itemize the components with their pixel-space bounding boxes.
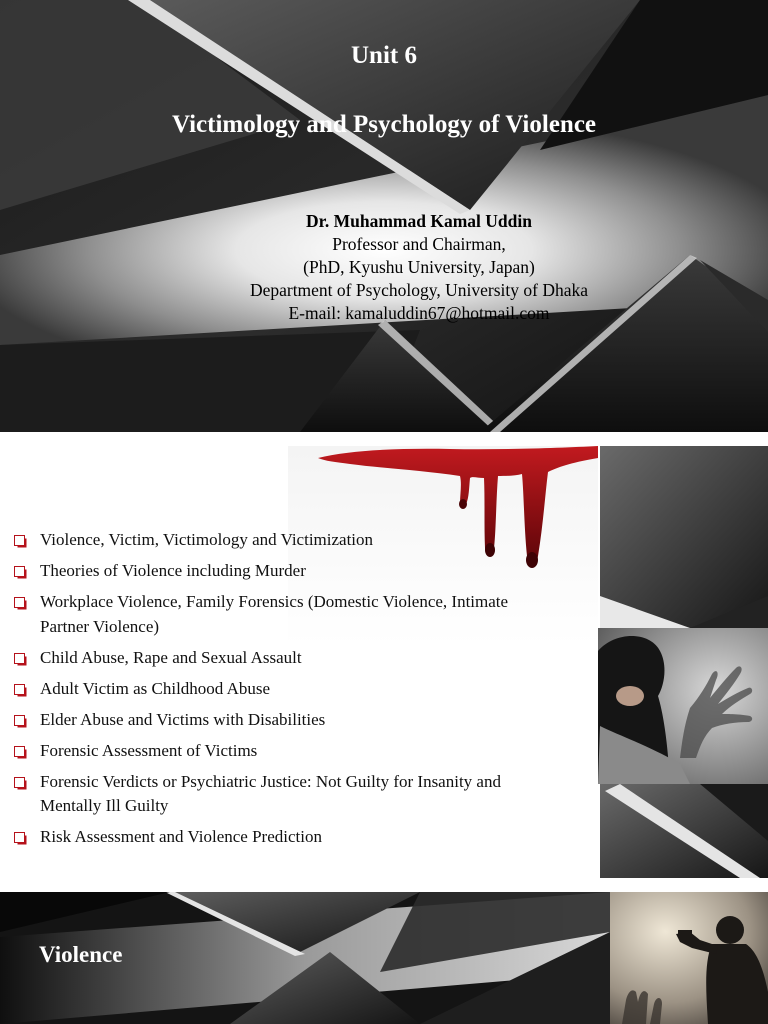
list-item — [14, 646, 574, 671]
unit-number: Unit 6 — [351, 42, 417, 69]
list-item — [14, 708, 574, 733]
checkbox-bullet-icon — [14, 684, 25, 695]
author-department: Department of Psychology, University of Dhaka — [249, 280, 589, 300]
author-block — [0, 210, 768, 325]
violence-slide — [0, 892, 768, 1024]
author-position: Professor and Chairman, — [332, 234, 506, 254]
checkbox-bullet-icon — [14, 653, 25, 664]
gunman-shadow-image — [610, 892, 768, 1024]
list-item-text: Forensic Assessment of Victims — [40, 740, 258, 760]
checkbox-bullet-icon — [14, 597, 25, 608]
checkbox-bullet-icon — [14, 746, 25, 757]
checkbox-bullet-icon — [14, 777, 25, 788]
list-item-text: Child Abuse, Rape and Sexual Assault — [40, 647, 302, 667]
list-item — [14, 770, 574, 819]
list-item — [14, 528, 574, 553]
victim-shadow-image — [598, 628, 768, 784]
list-item-text: Adult Victim as Childhood Abuse — [40, 678, 271, 698]
slide-title: Victimology and Psychology of Violence — [171, 111, 597, 138]
list-item — [14, 677, 574, 702]
author-degree: (PhD, Kyushu University, Japan) — [303, 257, 535, 277]
list-item-text: Elder Abuse and Victims with Disabilities — [40, 709, 326, 729]
list-item — [14, 739, 574, 764]
list-item-text: Forensic Verdicts or Psychiatric Justice: Not Guilty for Insanity and Mentally Ill Guilty — [40, 771, 501, 815]
list-item — [14, 590, 574, 639]
topics-list — [14, 528, 574, 856]
checkbox-bullet-icon — [14, 832, 25, 843]
checkbox-bullet-icon — [14, 566, 25, 577]
author-email: E-mail: kamaluddin67@hotmail.com — [288, 303, 550, 323]
contents-slide — [0, 446, 768, 878]
author-name: Dr. Muhammad Kamal Uddin — [306, 211, 532, 231]
list-item-text: Workplace Violence, Family Forensics (Domestic Violence, Intimate Partner Violence) — [40, 592, 509, 636]
list-item-text: Risk Assessment and Violence Prediction — [40, 827, 322, 846]
list-item-text: Theories of Violence including Murder — [40, 561, 306, 580]
section-title: Violence — [39, 942, 123, 967]
checkbox-bullet-icon — [14, 715, 25, 726]
list-item — [14, 825, 574, 850]
list-item — [14, 559, 574, 584]
list-item-text: Violence, Victim, Victimology and Victimization — [40, 530, 374, 549]
title-slide — [0, 0, 768, 432]
checkbox-bullet-icon — [14, 535, 25, 546]
